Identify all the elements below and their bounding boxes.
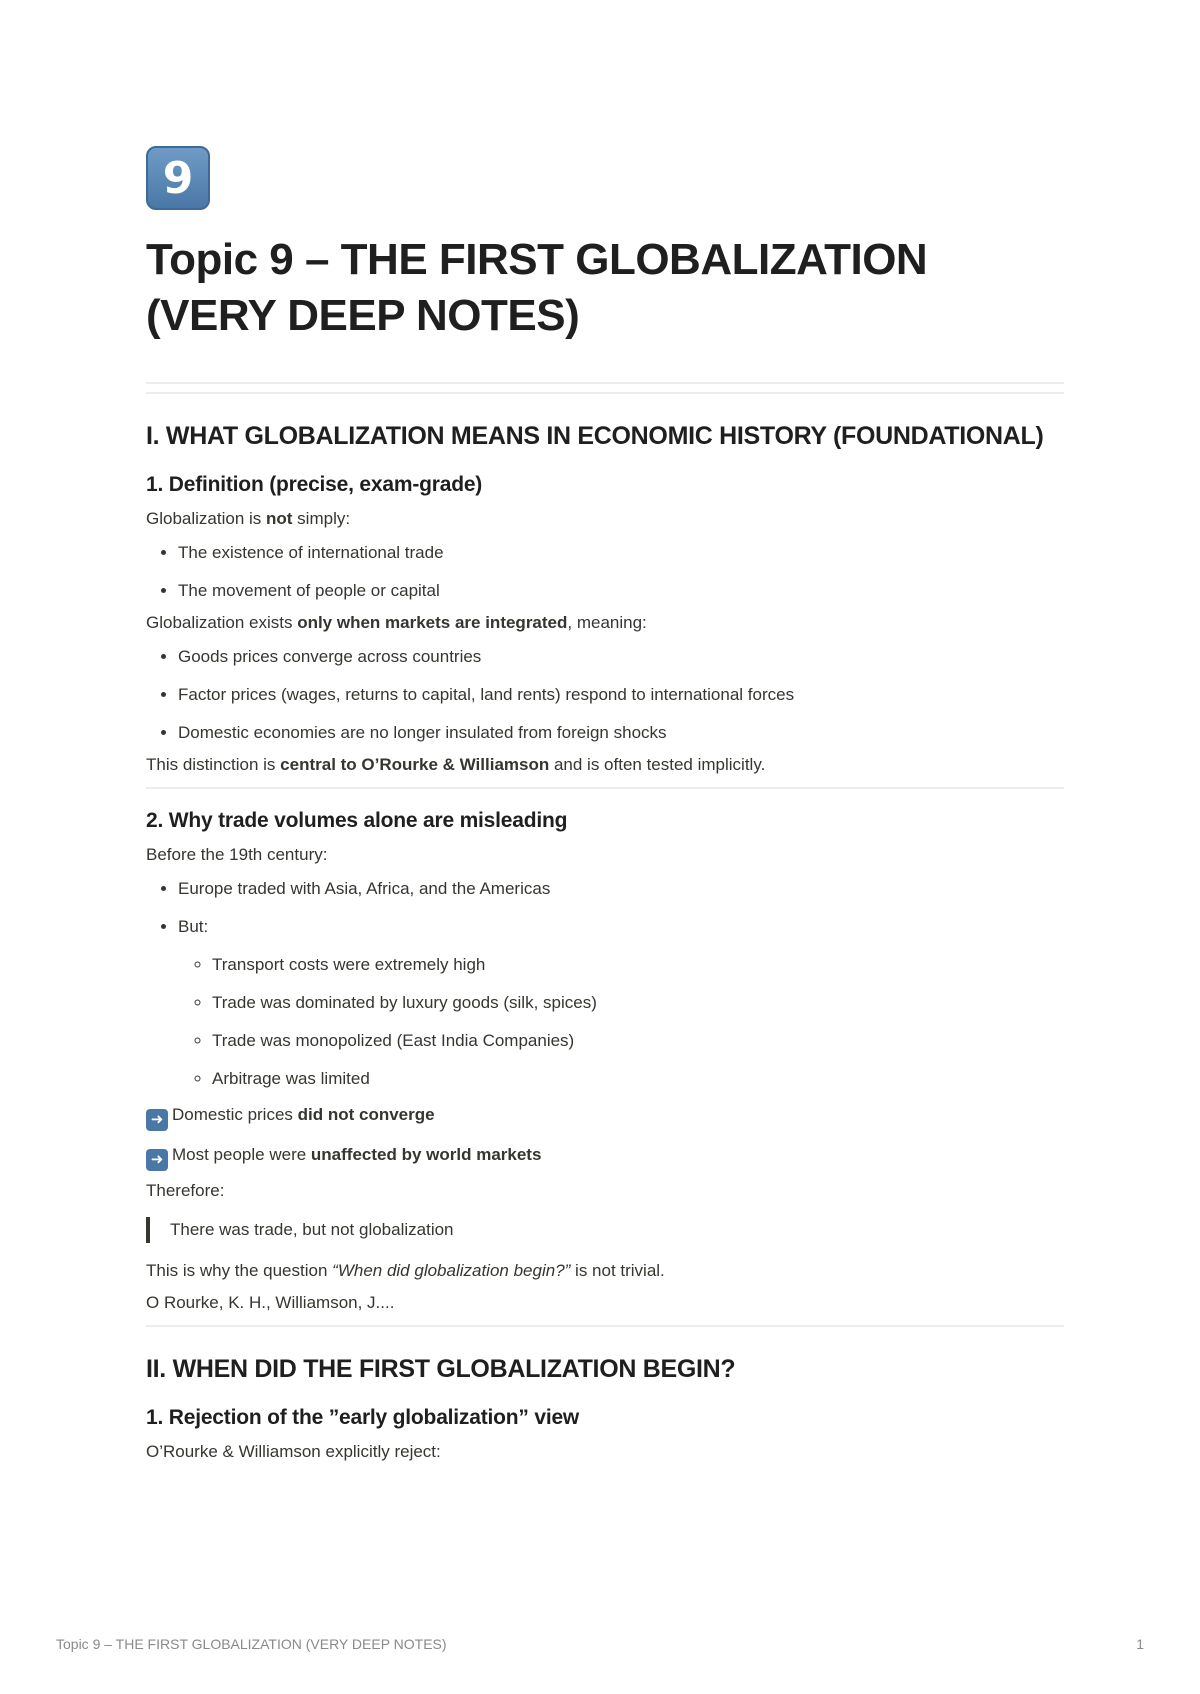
title-divider-bottom	[146, 392, 1064, 394]
section2-sub1-heading: 1. Rejection of the ”early globalization” view	[146, 1406, 580, 1429]
section2-heading: II. WHEN DID THE FIRST GLOBALIZATION BEGIN?	[146, 1355, 736, 1383]
integration-list	[146, 645, 1064, 745]
bold-text: not	[266, 509, 293, 528]
question-paragraph	[146, 1259, 1064, 1283]
text: Most people were	[172, 1145, 311, 1164]
keycap-nine-icon: 9	[146, 146, 210, 210]
list-item: • Factor prices (wages, returns to capital, land rents) respond to international forces	[178, 683, 1064, 707]
list-item	[178, 915, 1064, 1091]
reject-paragraph: O’Rourke & Williamson explicitly reject:	[146, 1442, 441, 1461]
right-arrow-icon: ➜	[146, 1109, 168, 1131]
footer-title: Topic 9 – THE FIRST GLOBALIZATION (VERY DEEP NOTES)	[56, 1636, 447, 1652]
text: Globalization exists	[146, 613, 298, 632]
page-title	[146, 232, 1064, 344]
text: is not trivial.	[570, 1261, 665, 1280]
divider	[146, 787, 1064, 789]
trade-list	[146, 877, 1064, 1091]
not-simply-list	[146, 541, 1064, 603]
right-arrow-icon: ➜	[146, 1149, 168, 1171]
bold-text: only when markets are integrated	[297, 613, 568, 632]
definition-paragraph-2	[146, 611, 1064, 635]
page-title-line1: Topic 9 – THE FIRST GLOBALIZATION	[146, 235, 928, 284]
page-number: 1	[1136, 1636, 1144, 1652]
text: , meaning:	[567, 613, 647, 632]
definition-paragraph-3	[146, 753, 1064, 777]
text: and is often tested implicitly.	[549, 755, 766, 774]
text: But:	[178, 917, 209, 936]
list-item: ◦ Arbitrage was limited	[212, 1067, 1064, 1091]
title-divider-top	[146, 382, 1064, 384]
citation-link[interactable]: O Rourke, K. H., Williamson, J....	[146, 1293, 395, 1312]
therefore-paragraph: Therefore:	[146, 1181, 225, 1200]
text: Globalization is	[146, 509, 267, 528]
text: simply:	[292, 509, 351, 528]
page-title-line2: (VERY DEEP NOTES)	[146, 291, 580, 340]
list-item: • Domestic economies are no longer insulated from foreign shocks	[178, 721, 1064, 745]
page-content	[146, 146, 1064, 1464]
but-sublist	[178, 953, 1064, 1091]
bold-text: central to O’Rourke & Williamson	[280, 755, 550, 774]
page-footer	[56, 1636, 1144, 1652]
quote-block: There was trade, but not globalization	[146, 1217, 1064, 1243]
italic-text: “When did globalization begin?”	[332, 1261, 571, 1280]
list-item: ◦ Transport costs were extremely high	[212, 953, 1064, 977]
section1-sub1-heading: 1. Definition (precise, exam-grade)	[146, 473, 483, 496]
section1-heading: I. WHAT GLOBALIZATION MEANS IN ECONOMIC HISTORY (FOUNDATIONAL)	[146, 422, 1044, 450]
text: Domestic prices	[172, 1105, 298, 1124]
text: This is why the question	[146, 1261, 333, 1280]
list-item: ◦ Trade was dominated by luxury goods (silk, spices)	[212, 991, 1064, 1015]
definition-paragraph-1	[146, 507, 1064, 531]
section1-sub2-heading: 2. Why trade volumes alone are misleading	[146, 809, 568, 832]
bold-text: unaffected by world markets	[310, 1145, 542, 1164]
list-item: • The movement of people or capital	[178, 579, 1064, 603]
arrow-line-2	[146, 1143, 1064, 1171]
text: This distinction is	[146, 755, 281, 774]
divider	[146, 1325, 1064, 1327]
list-item: • Europe traded with Asia, Africa, and the Americas	[178, 877, 1064, 901]
list-item: ◦ Trade was monopolized (East India Companies)	[212, 1029, 1064, 1053]
arrow-line-1	[146, 1103, 1064, 1131]
bold-text: did not converge	[297, 1105, 435, 1124]
list-item: • The existence of international trade	[178, 541, 1064, 565]
before-19th-paragraph: Before the 19th century:	[146, 845, 328, 864]
list-item: • Goods prices converge across countries	[178, 645, 1064, 669]
